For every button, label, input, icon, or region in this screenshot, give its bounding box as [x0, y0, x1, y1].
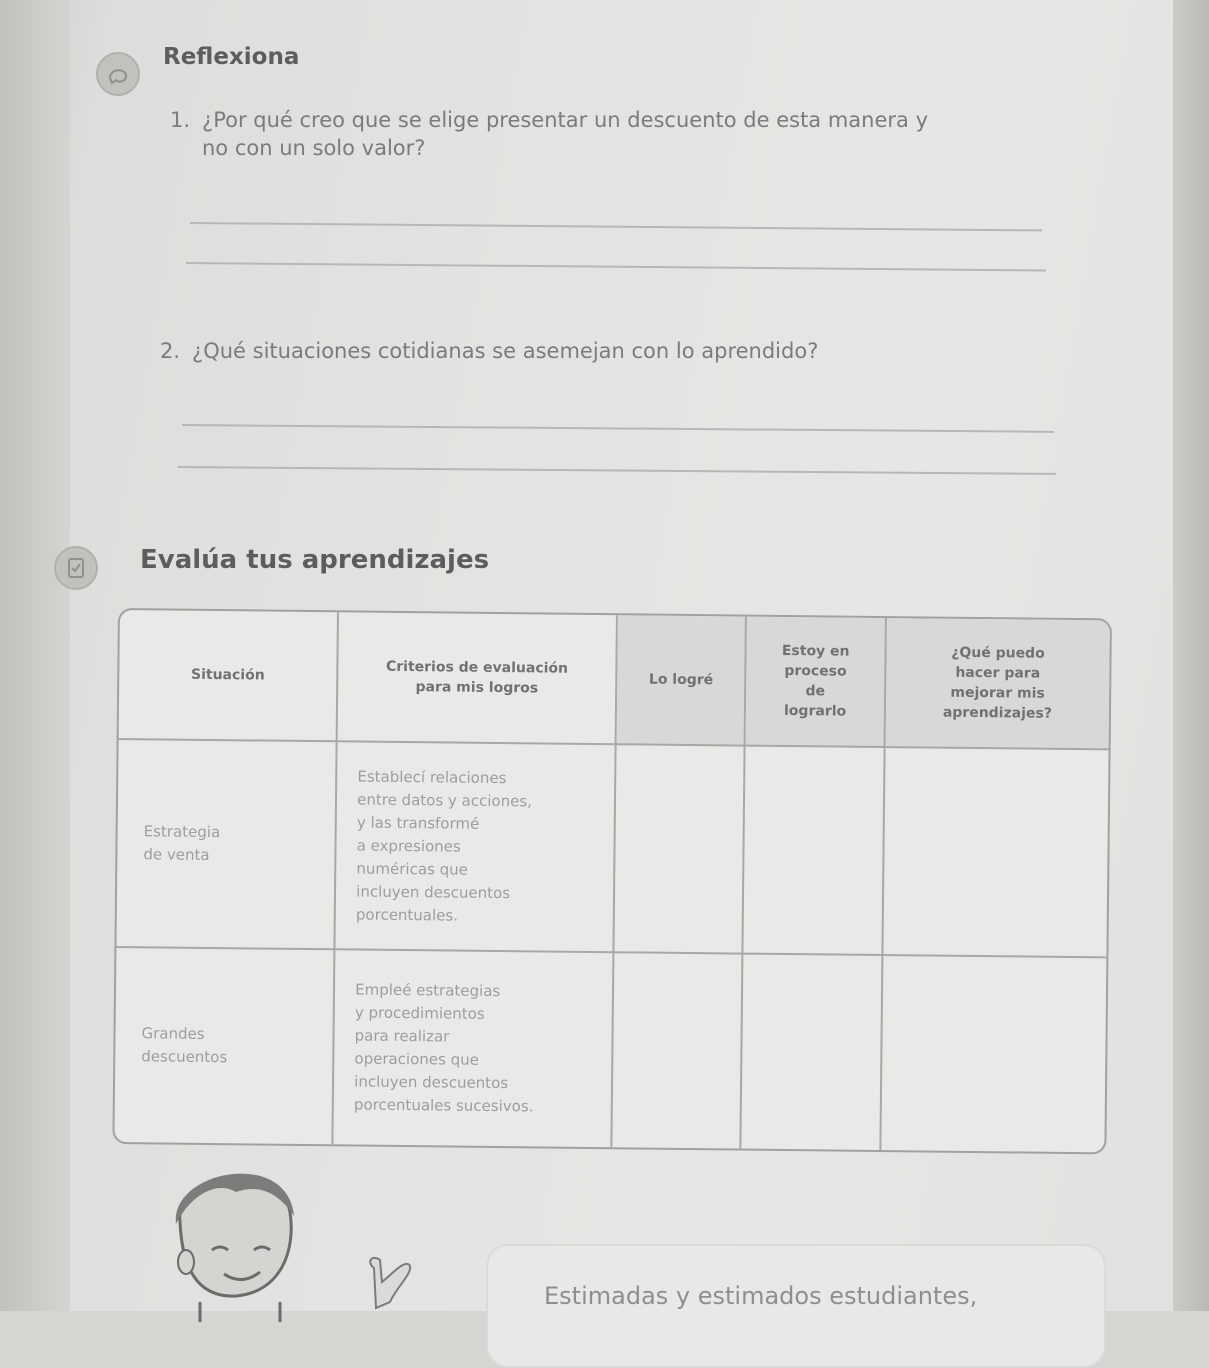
evaluate-icon: [54, 546, 98, 590]
page-binding-shadow: [0, 0, 70, 1311]
answer-line-1b[interactable]: [186, 262, 1046, 272]
header-criterios: Criterios de evaluación para mis logros: [338, 612, 618, 745]
row2-mejorar-cell[interactable]: [881, 956, 1106, 1152]
answer-line-2a[interactable]: [182, 424, 1054, 433]
header-lo-logre: Lo logré: [617, 615, 748, 746]
row2-lo-logre-cell[interactable]: [613, 953, 744, 1148]
question-1-text-line2: no con un solo valor?: [202, 136, 426, 160]
row1-mejorar-cell[interactable]: [883, 748, 1108, 958]
row2-criteria: Empleé estrategias y procedimientos para realizar operaciones que incluyen descuentos porcentuales sucesivos.: [334, 950, 615, 1147]
table-row: [114, 948, 1106, 1152]
row1-criteria: Establecí relaciones entre datos y acciones, y las transformé a expresiones numéricas que incluyen descuentos porcentuales.: [336, 742, 617, 953]
row1-situation: Estrategia de venta: [116, 740, 337, 950]
question-1-number: 1.: [170, 108, 191, 132]
reflect-icon: [96, 52, 140, 96]
page-edge-shadow: [1173, 0, 1209, 1311]
row1-en-proceso-cell[interactable]: [744, 747, 886, 956]
row1-lo-logre-cell[interactable]: [615, 745, 746, 954]
table-row: [116, 740, 1108, 958]
header-situacion: Situación: [119, 610, 340, 742]
reflexiona-heading: Reflexiona: [163, 44, 300, 70]
evaluation-table: [112, 608, 1112, 1154]
header-mejorar: ¿Qué puedo hacer para mejorar mis aprendizajes?: [885, 618, 1109, 750]
answer-line-2b[interactable]: [178, 466, 1056, 475]
header-en-proceso: Estoy en proceso de lograrlo: [746, 617, 887, 748]
speech-bubble: [486, 1244, 1106, 1368]
speech-text: Estimadas y estimados estudiantes,: [544, 1282, 978, 1310]
row2-situation: Grandes descuentos: [114, 948, 335, 1144]
question-2-number: 2.: [160, 339, 181, 363]
question-1-text-line1: ¿Por qué creo que se elige presentar un descuento de esta manera y: [202, 108, 929, 132]
question-2-text: ¿Qué situaciones cotidianas se asemejan con lo aprendido?: [192, 339, 819, 363]
student-illustration: [160, 1162, 460, 1322]
table-header-row: [119, 610, 1110, 750]
question-1: [170, 106, 928, 162]
row2-en-proceso-cell[interactable]: [742, 955, 883, 1150]
evalua-heading: Evalúa tus aprendizajes: [140, 545, 490, 575]
question-2: [160, 337, 818, 365]
answer-line-1a[interactable]: [190, 222, 1042, 231]
